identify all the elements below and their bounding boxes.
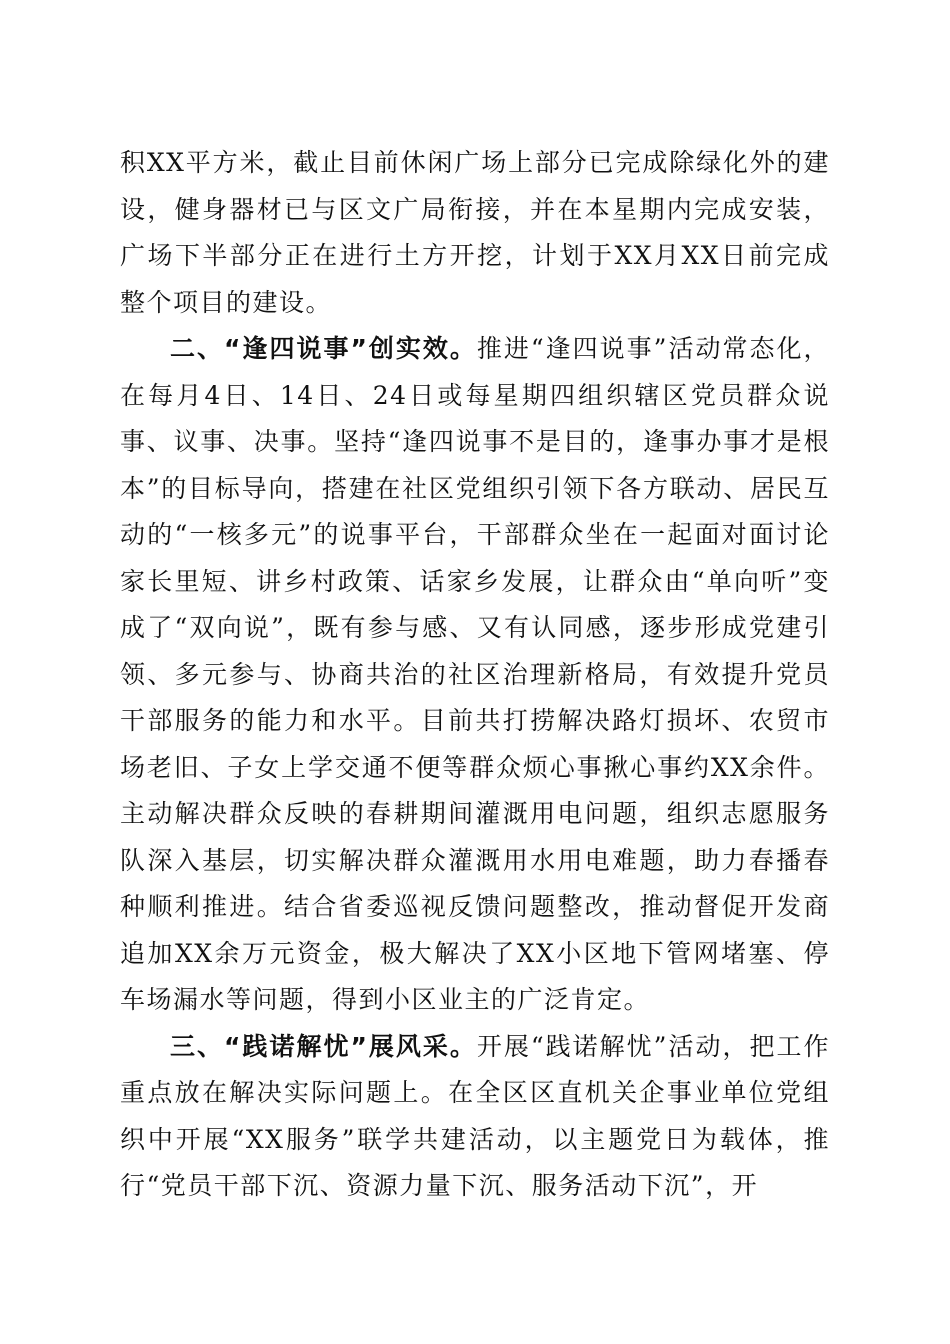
paragraph-text: 积XX平方米，截止目前休闲广场上部分已完成除绿化外的建设，健身器材已与区文广局衔接，并在本星期内完成安装，广场下半部分正在进行土方开挖，计划于XX月XX日前完成整个项目的建设。 [120, 148, 830, 317]
paragraph-section-three [120, 1024, 830, 1210]
paragraph-section-two [120, 326, 830, 1024]
section-heading: 二、“逢四说事”创实效。 [170, 334, 477, 363]
paragraph-text: 开展“践诺解忧”活动，把工作重点放在解决实际问题上。在全区区直机关企事业单位党组织中开展“XX服务”联学共建活动，以主题党日为载体，推行“党员干部下沉、资源力量下沉、服务活动下沉”，开 [120, 1031, 830, 1200]
section-heading: 三、“践诺解忧”展风采。 [170, 1031, 477, 1061]
paragraph-text: 推进“逢四说事”活动常态化，在每月4日、14日、24日或每星期四组织辖区党员群众说事、议事、决事。坚持“逢四说事不是目的，逢事办事才是根本”的目标导向，搭建在社区党组织引领下各方联动、居民互动的“一核多元”的说事平台，干部群众坐在一起面对面讨论家长里短、讲乡村政策、话家乡发展，让群众由“单向听”变成了“双向说”，既有参与感、又有认同感，逐步形成党建引领、多元参与、协商共治的社区治理新格局，有效提升党员干部服务的能力和水平。目前共打捞解决路灯损坏、农贸市场老旧、子女上学交通不便等群众烦心事揪心事约XX余件。主动解决群众反映的春耕期间灌溉用电问题，组织志愿服务队深入基层，切实解决群众灌溉用水用电难题，助力春播春种顺利推进。结合省委巡视反馈问题整改，推动督促开发商追加XX余万元资金，极大解决了XX小区地下管网堵塞、停车场漏水等问题，得到小区业主的广泛肯定。 [120, 334, 830, 1014]
paragraph-continuation [120, 140, 830, 326]
document-body [120, 140, 830, 1210]
